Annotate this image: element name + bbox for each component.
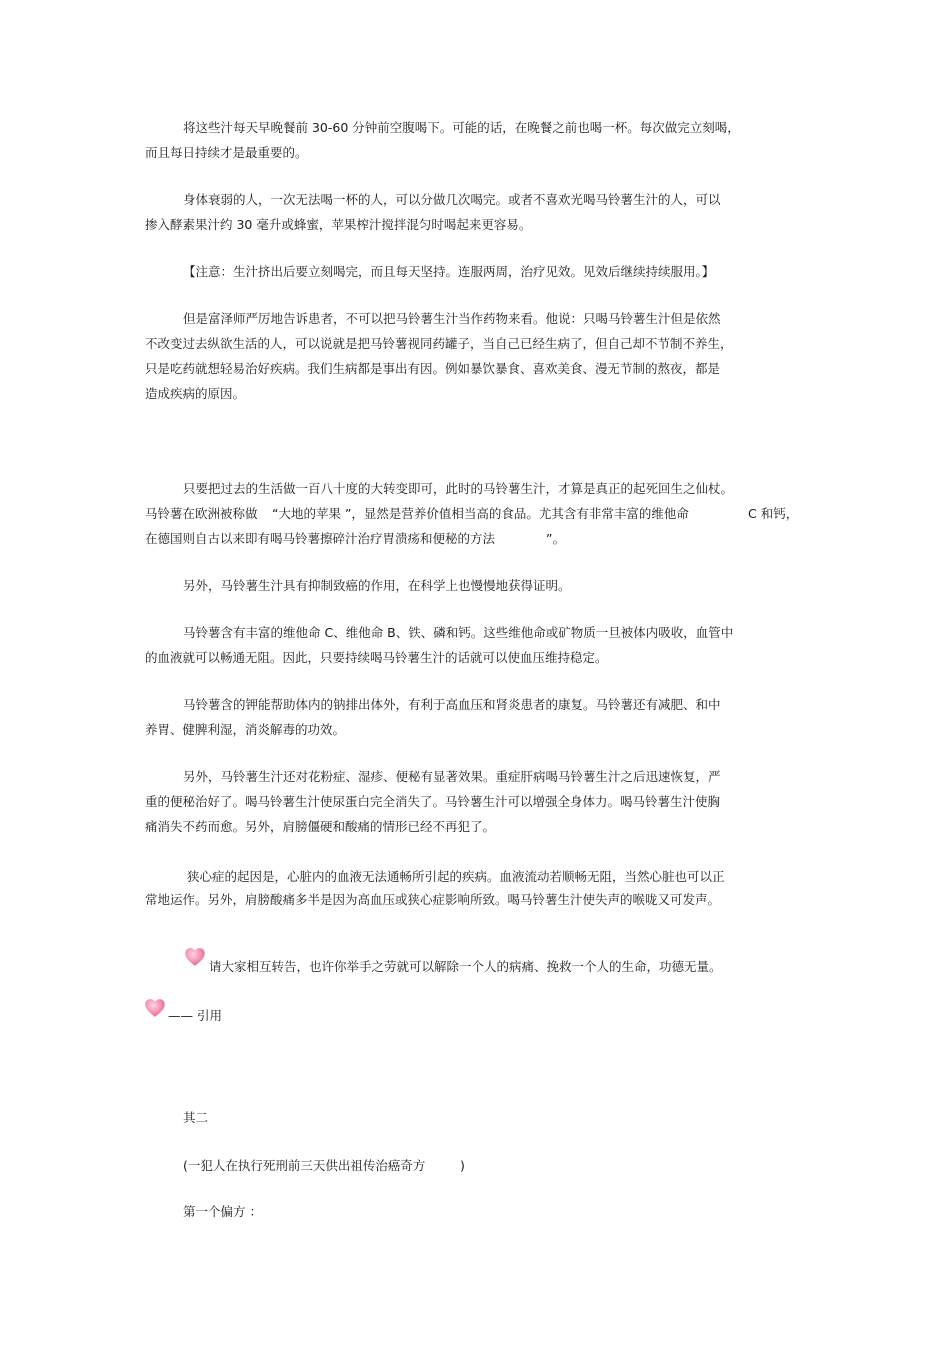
paragraph-5-line-1: 只要把过去的生活做一百八十度的大转变即可，此时的马铃薯生汁，才算是真正的起死回生之仙杖。 [183,481,734,496]
paragraph-5-line-3b: ”。 [546,531,565,546]
first-remedy-label: 第一个偏方 ： [183,1204,262,1219]
paragraph-5-line-2c: C 和钙， [748,506,799,521]
paragraph-1-line-2: 而且每日持续才是最重要的。 [145,145,308,160]
paragraph-9-line-2: 重的便秘治好了。喝马铃薯生汁使尿蛋白完全消失了。马铃薯生汁可以增强全身体力。喝马铃薯生汁使胸 [145,794,721,809]
paragraph-6: 另外，马铃薯生汁具有抑制致癌的作用，在科学上也慢慢地获得证明。 [183,578,571,593]
paragraph-3-note: 【注意：生汁挤出后要立刻喝完，而且每天坚持。连服两周，治疗见效。见效后继续持续服用。】 [183,264,715,279]
heart-icon [144,997,166,1019]
paragraph-10-line-1: 狭心症的起因是，心脏内的血液无法通畅所引起的疾病。血液流动若顺畅无阻，当然心脏也可以正 [187,869,725,884]
paragraph-2-line-1: 身体衰弱的人，一次无法喝一杯的人，可以分做几次喝完。或者不喜欢光喝马铃薯生汁的人，可以 [183,192,721,207]
paragraph-4-line-4: 造成疾病的原因。 [145,386,246,401]
paragraph-9-line-1: 另外，马铃薯生汁还对花粉症、湿疹、便秘有显著效果。重症肝病喝马铃薯生汁之后迅速恢复，严 [183,769,721,784]
paragraph-11: 请大家相互转告，也许你举手之劳就可以解除一个人的病痛、挽救一个人的生命，功德无量。 [209,959,722,974]
section-subtitle-close-paren: ) [460,1158,465,1173]
paragraph-8-line-1: 马铃薯含的钾能帮助体内的钠排出体外，有利于高血压和肾炎患者的康复。马铃薯还有减肥、和中 [183,697,721,712]
paragraph-4-line-3: 只是吃药就想轻易治好疾病。我们生病都是事出有因。例如暴饮暴食、喜欢美食、漫无节制的熬夜，都是 [145,361,721,376]
section-subtitle: (一犯人在执行死刑前三天供出祖传治癌奇方 [183,1158,426,1173]
paragraph-5-line-3a: 在德国则自古以来即有喝马铃薯擦碎汁治疗胃溃疡和便秘的方法 [145,531,496,546]
paragraph-7-line-1: 马铃薯含有丰富的维他命 C、维他命 B、铁、磷和钙。这些维他命或矿物质一旦被体内吸收，血管中 [183,625,734,640]
paragraph-1-line-1: 将这些汁每天早晚餐前 30-60 分钟前空腹喝下。可能的话，在晚餐之前也喝一杯。每次做完立刻喝， [183,120,740,135]
paragraph-9-line-3: 痛消失不药而愈。另外，肩膀僵硬和酸痛的情形已经不再犯了。 [145,819,496,834]
paragraph-4-line-1: 但是富泽师严厉地告诉患者，不可以把马铃薯生汁当作药物来看。他说：只喝马铃薯生汁但是依然 [183,311,721,326]
heart-icon [184,946,206,968]
paragraph-5-line-2b: “大地的苹果 ”，显然是营养价值相当高的食品。尤其含有非常丰富的维他命 [272,506,689,521]
quote-attribution: —— 引用 [168,1008,222,1023]
paragraph-7-line-2: 的血液就可以畅通无阻。因此，只要持续喝马铃薯生汁的话就可以使血压维持稳定。 [145,650,608,665]
section-heading: 其二 [183,1110,209,1125]
paragraph-8-line-2: 养胃、健脾利湿，消炎解毒的功效。 [145,722,346,737]
paragraph-10-line-2: 常地运作。另外，肩膀酸痛多半是因为高血压或狭心症影响所致。喝马铃薯生汁使失声的喉咙又可发声。 [145,892,721,907]
paragraph-5-line-2a: 马铃薯在欧洲被称做 [145,506,258,521]
paragraph-4-line-2: 不改变过去纵欲生活的人，可以说就是把马铃薯视同药罐子，当自己已经生病了，但自己却不节制不养生， [145,336,733,351]
paragraph-2-line-2: 掺入酵素果汁约 30 毫升或蜂蜜，苹果榨汁搅拌混匀时喝起来更容易。 [145,217,532,232]
